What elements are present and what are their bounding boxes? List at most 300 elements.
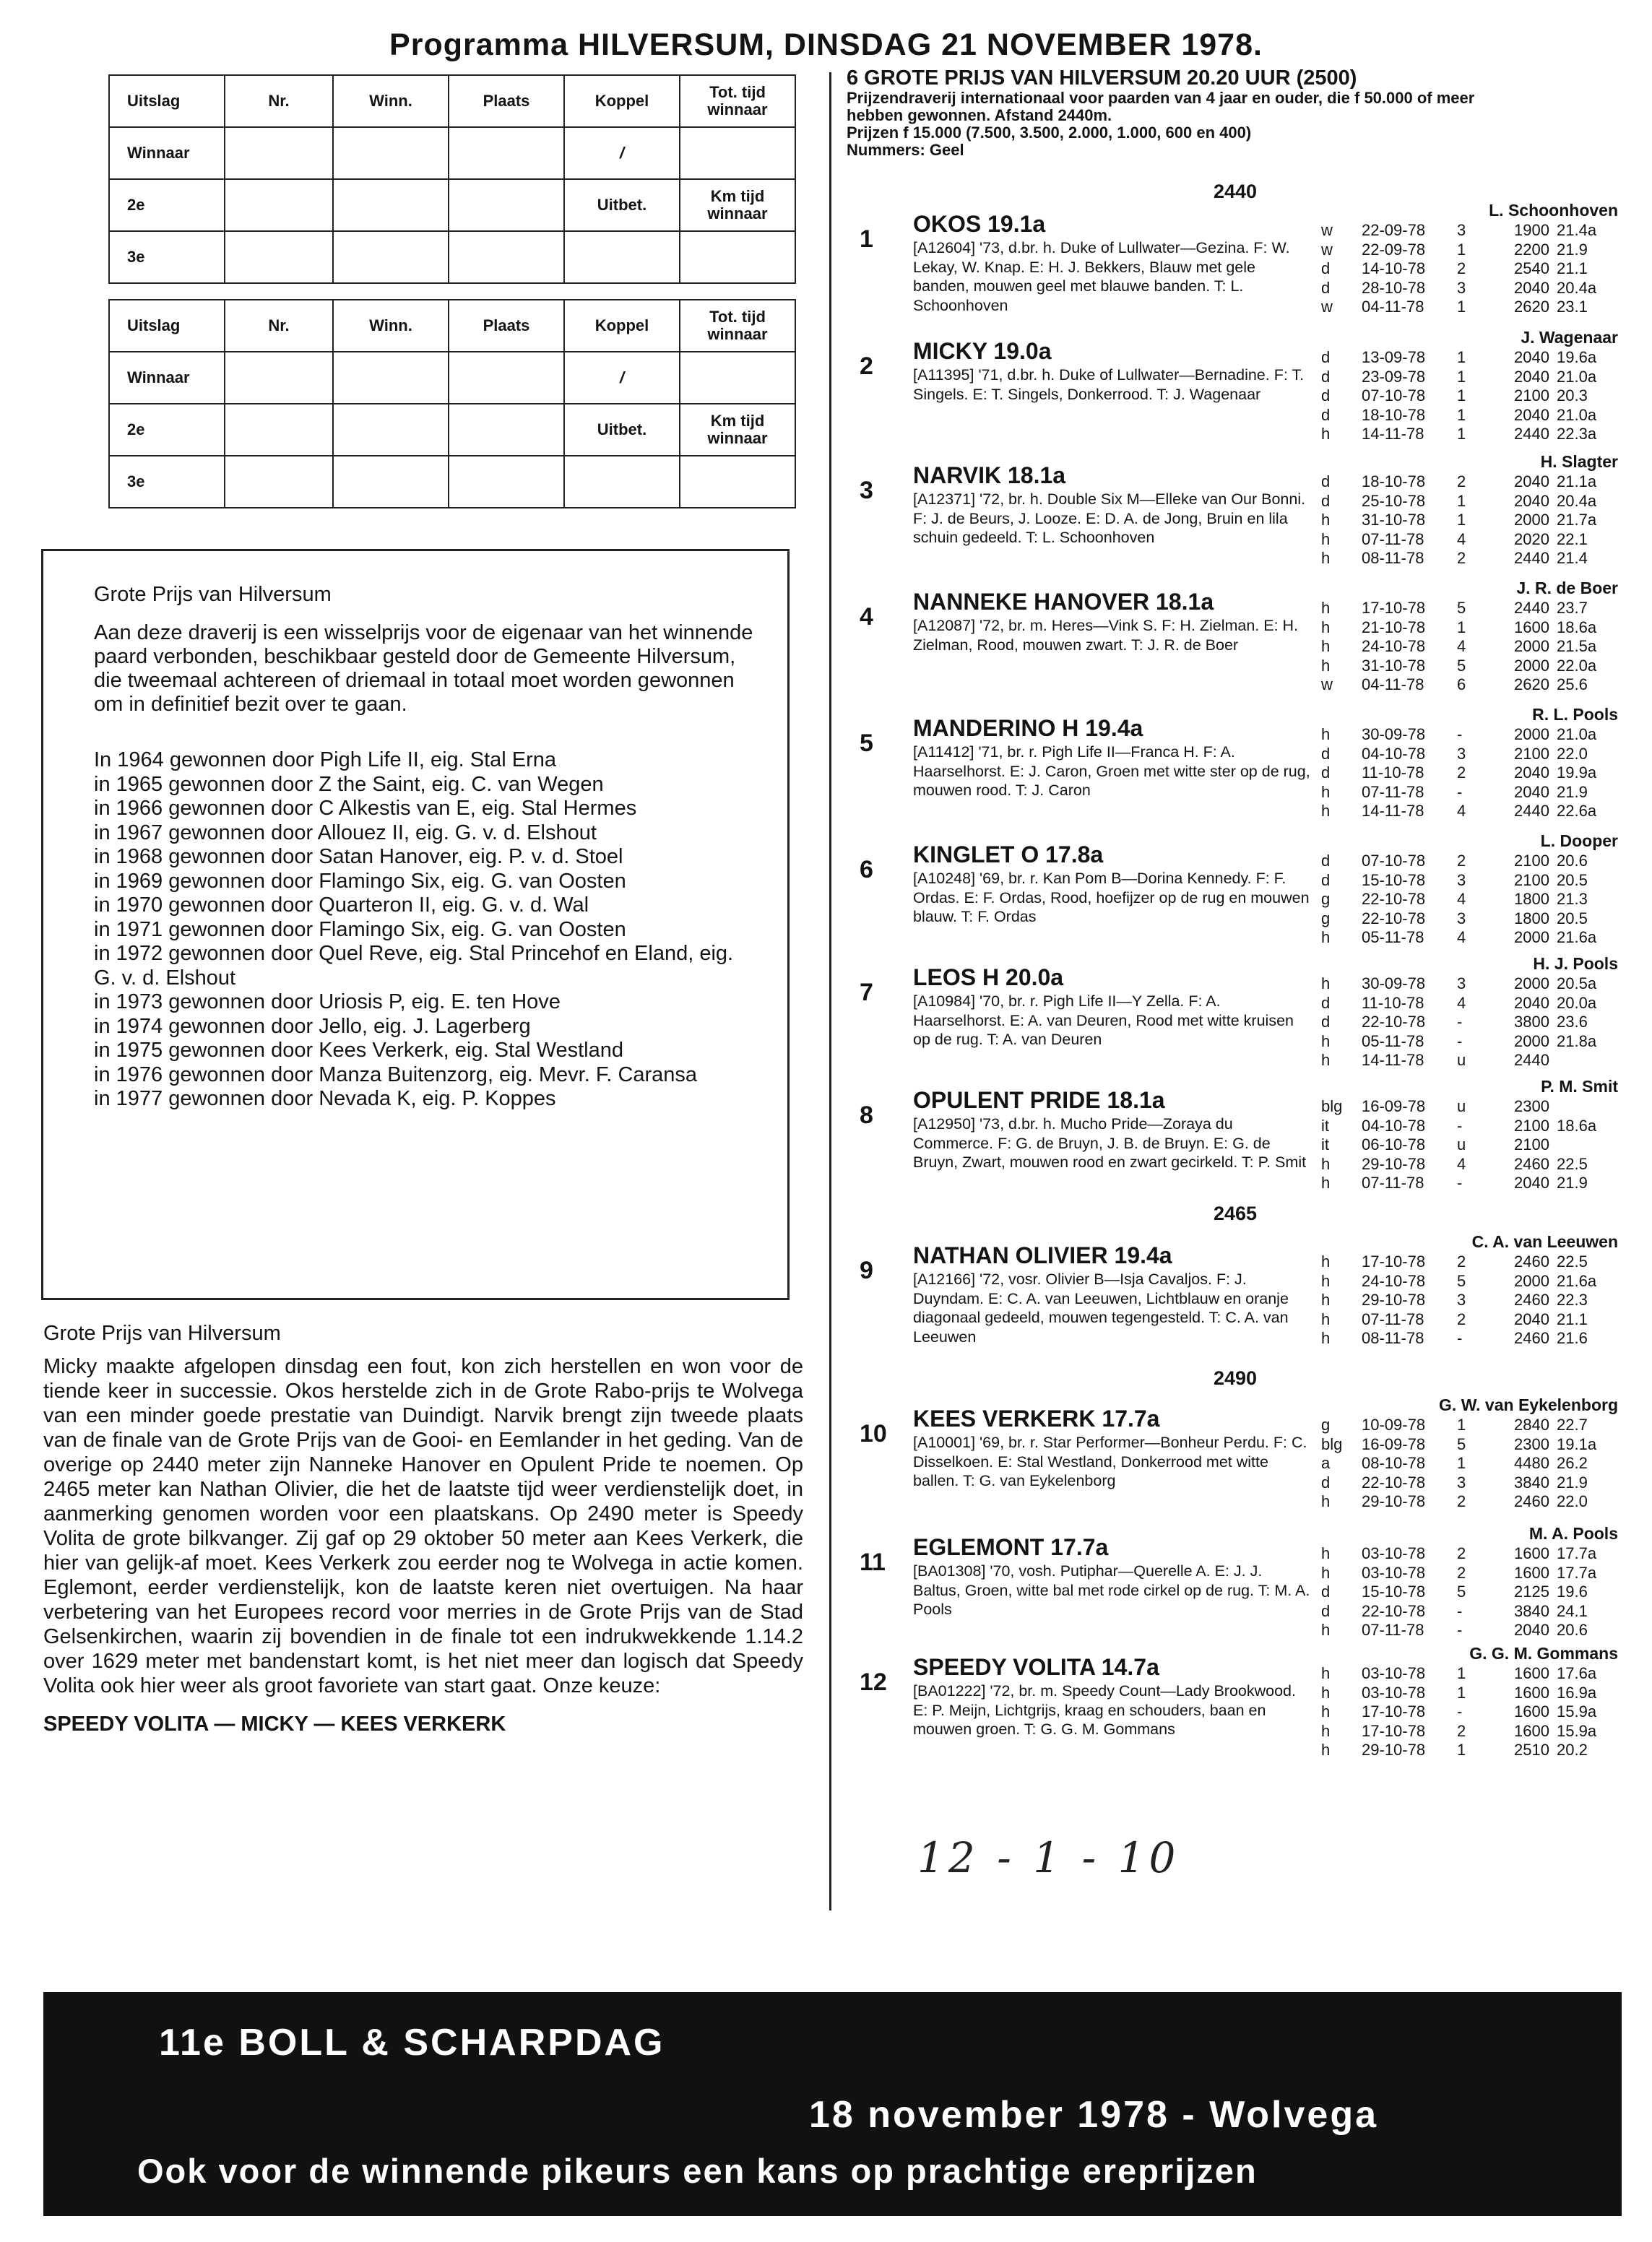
run-row — [1321, 1329, 1607, 1349]
run-distance: 2040 — [1514, 1621, 1549, 1639]
run-date: 22-10-78 — [1362, 1473, 1426, 1492]
run-time: 17.6a — [1557, 1664, 1597, 1682]
run-distance: 2040 — [1514, 491, 1549, 510]
history-line: In 1964 gewonnen door Pigh Life II, eig. Stal Erna — [94, 748, 557, 771]
run-distance: 1600 — [1514, 1563, 1549, 1582]
run-position: 2 — [1457, 1252, 1466, 1271]
run-row — [1321, 745, 1607, 764]
cell-blank — [333, 456, 449, 508]
run-row — [1321, 675, 1607, 695]
run-distance: 4480 — [1514, 1454, 1549, 1472]
run-position: 2 — [1457, 549, 1466, 567]
run-position: - — [1457, 1116, 1463, 1135]
run-track: h — [1321, 1271, 1331, 1290]
history-line: in 1966 gewonnen door C Alkestis van E, eig. Stal Hermes — [94, 797, 637, 820]
run-position: 5 — [1457, 1583, 1466, 1601]
horse-description: [A12087] '72, br. m. Heres—Vink S. F: H. Zielman. E: H. Zielman, Rood, mouwen zwart. T: J. R. de Boer — [913, 617, 1299, 654]
koppel-slash: / — [564, 127, 680, 179]
run-date: 08-10-78 — [1362, 1454, 1426, 1472]
run-time: 21.4 — [1557, 549, 1588, 567]
run-track: d — [1321, 259, 1331, 277]
run-row — [1321, 637, 1607, 657]
run-position: 3 — [1457, 744, 1466, 763]
header-plaats: Plaats — [449, 300, 564, 352]
run-time: 20.2 — [1557, 1741, 1588, 1759]
run-row — [1321, 348, 1607, 368]
run-position: 1 — [1457, 405, 1466, 424]
run-track: h — [1321, 1544, 1331, 1562]
run-position: 1 — [1457, 348, 1466, 366]
run-time: 20.6 — [1557, 852, 1588, 870]
run-time: 26.2 — [1557, 1454, 1588, 1472]
run-date: 29-10-78 — [1362, 1291, 1426, 1309]
run-distance: 2460 — [1514, 1252, 1549, 1271]
run-track: h — [1321, 1329, 1331, 1347]
run-track: h — [1321, 1702, 1331, 1721]
run-distance: 2040 — [1514, 367, 1549, 386]
cell-blank — [225, 127, 333, 179]
recent-runs-table — [1321, 1097, 1607, 1193]
run-distance: 2300 — [1514, 1434, 1549, 1453]
run-track: h — [1321, 928, 1331, 946]
run-time: 20.5a — [1557, 974, 1597, 992]
run-row — [1321, 890, 1607, 909]
horse-number: 1 — [860, 225, 873, 253]
horse-name: OKOS 19.1a — [913, 211, 1046, 237]
recent-runs-table — [1321, 1544, 1607, 1640]
run-time: 20.5 — [1557, 870, 1588, 889]
run-distance: 2040 — [1514, 348, 1549, 366]
run-date: 03-10-78 — [1362, 1544, 1426, 1562]
run-distance: 2100 — [1514, 870, 1549, 889]
run-time: 22.0a — [1557, 656, 1597, 675]
run-row — [1321, 802, 1607, 821]
run-date: 13-09-78 — [1362, 348, 1426, 366]
run-position: 5 — [1457, 1271, 1466, 1290]
run-row — [1321, 1174, 1607, 1193]
horse-description: [A10984] '70, br. r. Pigh Life II—Y Zella. F: A. Haarselhorst. E: A. van Deuren, Rood met witte kruisen op de rug. T: A. van Deuren — [913, 992, 1294, 1048]
run-position: - — [1457, 1702, 1463, 1721]
run-row — [1321, 1664, 1607, 1684]
run-track: w — [1321, 298, 1333, 316]
run-date: 30-09-78 — [1362, 725, 1426, 743]
run-time: 20.5 — [1557, 909, 1588, 927]
run-time: 22.0 — [1557, 744, 1588, 763]
run-distance: 2540 — [1514, 259, 1549, 277]
run-row — [1321, 549, 1607, 568]
run-distance: 2100 — [1514, 852, 1549, 870]
run-distance: 1600 — [1514, 1721, 1549, 1740]
horse-number: 8 — [860, 1101, 873, 1129]
run-position: 2 — [1457, 1563, 1466, 1582]
run-track: blg — [1321, 1097, 1343, 1115]
run-date: 11-10-78 — [1362, 993, 1424, 1012]
run-time: 20.4a — [1557, 491, 1597, 510]
run-distance: 2040 — [1514, 993, 1549, 1012]
race-desc-line: Prijzendraverij internationaal voor paarden van 4 jaar en ouder, die f 50.000 of meer — [847, 89, 1475, 107]
run-track: d — [1321, 744, 1331, 763]
run-distance: 2040 — [1514, 763, 1549, 782]
run-row — [1321, 1583, 1607, 1602]
horse-name: OPULENT PRIDE 18.1a — [913, 1087, 1165, 1113]
run-position: - — [1457, 782, 1463, 801]
run-distance: 2440 — [1514, 425, 1549, 443]
run-date: 31-10-78 — [1362, 656, 1426, 675]
history-title: Grote Prijs van Hilversum — [94, 583, 332, 606]
history-intro: Aan deze draverij is een wisselprijs voor de eigenaar van het winnende paard verbonden, beschikbaar gesteld door de Gemeente Hilversum, die tweemaal achtereen of driemaal in totaal moet worden gewonnen om in definitief bezit over te gaan. — [94, 621, 753, 716]
cell-blank — [225, 456, 333, 508]
row-label-winnaar: Winnaar — [109, 352, 225, 404]
run-distance: 2040 — [1514, 782, 1549, 801]
run-time: 21.9 — [1557, 782, 1588, 801]
run-position: 3 — [1457, 909, 1466, 927]
run-time: 21.1a — [1557, 472, 1597, 490]
run-row — [1321, 1564, 1607, 1583]
run-row — [1321, 1684, 1607, 1703]
run-row — [1321, 1416, 1607, 1435]
run-distance: 2100 — [1514, 1135, 1549, 1154]
run-position: - — [1457, 725, 1463, 743]
horse-description: [BA01308] '70, vosh. Putiphar—Querelle A. E: J. J. Baltus, Groen, witte bal met rode cirkel op de rug. T: M. A. Pools — [913, 1562, 1310, 1618]
run-track: h — [1321, 1031, 1331, 1050]
run-distance: 1900 — [1514, 221, 1549, 239]
cell-blank — [680, 127, 795, 179]
run-distance: 2100 — [1514, 744, 1549, 763]
recent-runs-table — [1321, 852, 1607, 948]
run-position: 5 — [1457, 656, 1466, 675]
history-line: in 1972 gewonnen door Quel Reve, eig. Stal Princehof en Eland, eig. G. v. d. Elshout — [94, 942, 734, 990]
run-distance: 1600 — [1514, 618, 1549, 636]
history-line: in 1975 gewonnen door Kees Verkerk, eig. Stal Westland — [94, 1039, 623, 1062]
horse-name: MANDERINO H 19.4a — [913, 715, 1143, 741]
run-distance: 2100 — [1514, 386, 1549, 404]
run-track: d — [1321, 993, 1331, 1012]
run-position: 3 — [1457, 1291, 1466, 1309]
run-date: 07-11-78 — [1362, 782, 1424, 801]
run-row — [1321, 279, 1607, 298]
run-date: 29-10-78 — [1362, 1154, 1426, 1173]
run-time: 22.7 — [1557, 1416, 1588, 1434]
analysis-heading: Grote Prijs van Hilversum — [43, 1322, 281, 1345]
run-position: 4 — [1457, 1154, 1466, 1173]
run-time: 15.9a — [1557, 1702, 1597, 1721]
horse-name: MICKY 19.0a — [913, 338, 1052, 364]
run-row — [1321, 1741, 1607, 1760]
page-title: Programma HILVERSUM, DINSDAG 21 NOVEMBER 1978. — [389, 27, 1263, 62]
run-track: it — [1321, 1135, 1329, 1154]
horse-name: LEOS H 20.0a — [913, 964, 1064, 990]
run-row — [1321, 1492, 1607, 1512]
run-position: 6 — [1457, 675, 1466, 693]
row-label-2e: 2e — [109, 404, 225, 456]
run-time: 25.6 — [1557, 675, 1588, 693]
horse-description: [A11395] '71, d.br. h. Duke of Lullwater—Bernadine. F: T. Singels. E: T. Singels, Donkerrood. T: J. Wagenaar — [913, 366, 1305, 403]
run-time: 21.0a — [1557, 367, 1597, 386]
run-row — [1321, 928, 1607, 948]
run-date: 16-09-78 — [1362, 1434, 1426, 1453]
run-position: 4 — [1457, 637, 1466, 655]
run-track: d — [1321, 491, 1331, 510]
run-date: 11-10-78 — [1362, 763, 1424, 782]
run-position: - — [1457, 1031, 1463, 1050]
run-date: 17-10-78 — [1362, 599, 1426, 617]
cell-blank — [333, 231, 449, 283]
horse-name: NANNEKE HANOVER 18.1a — [913, 589, 1214, 615]
run-time — [1557, 1097, 1607, 1117]
run-row — [1321, 1097, 1607, 1117]
run-date: 06-10-78 — [1362, 1135, 1426, 1154]
run-row — [1321, 1702, 1607, 1722]
run-track: w — [1321, 221, 1333, 239]
run-date: 18-10-78 — [1362, 472, 1426, 490]
run-date: 03-10-78 — [1362, 1683, 1426, 1702]
distance-label: 2440 — [1213, 181, 1258, 202]
run-row — [1321, 1310, 1607, 1330]
run-date: 22-09-78 — [1362, 240, 1426, 259]
banner-title: 11e BOLL & SCHARPDAG — [159, 2022, 665, 2064]
run-distance: 3800 — [1514, 1013, 1549, 1031]
run-date: 07-10-78 — [1362, 852, 1426, 870]
recent-runs-table — [1321, 348, 1607, 444]
run-position: 1 — [1457, 1664, 1466, 1682]
km-tijd-label: Km tijd winnaar — [680, 179, 795, 231]
run-position: 1 — [1457, 1741, 1466, 1759]
run-date: 17-10-78 — [1362, 1721, 1426, 1740]
run-track: d — [1321, 870, 1331, 889]
horse-description: [A10001] '69, br. r. Star Performer—Bonheur Perdu. F: C. Disselkoen. E: Stal Westland, Donkerrood met witte ballen. T: G. van Eykelenborg — [913, 1434, 1307, 1489]
run-position: 4 — [1457, 890, 1466, 908]
run-date: 14-11-78 — [1362, 802, 1424, 820]
run-row — [1321, 994, 1607, 1013]
run-track: h — [1321, 1291, 1331, 1309]
header-winn: Winn. — [333, 75, 449, 127]
run-row — [1321, 618, 1607, 638]
run-row — [1321, 1435, 1607, 1455]
run-row — [1321, 259, 1607, 279]
koppel-slash: / — [564, 352, 680, 404]
run-distance: 2440 — [1514, 549, 1549, 567]
run-time: 17.7a — [1557, 1563, 1597, 1582]
run-position: 1 — [1457, 1416, 1466, 1434]
run-distance: 2300 — [1514, 1097, 1549, 1115]
run-date: 03-10-78 — [1362, 1563, 1426, 1582]
run-track: g — [1321, 890, 1331, 908]
run-track: h — [1321, 802, 1331, 820]
cell-blank — [225, 231, 333, 283]
run-time — [1557, 1135, 1607, 1155]
run-track: d — [1321, 1013, 1331, 1031]
run-track: h — [1321, 511, 1331, 529]
run-position: 2 — [1457, 1492, 1466, 1510]
run-track: w — [1321, 675, 1333, 693]
distance-label: 2490 — [1213, 1367, 1258, 1389]
run-row — [1321, 599, 1607, 618]
run-track: it — [1321, 1116, 1329, 1135]
run-track: d — [1321, 278, 1331, 297]
analysis-pick: SPEEDY VOLITA — MICKY — KEES VERKERK — [43, 1713, 506, 1736]
recent-runs-table — [1321, 599, 1607, 695]
horse-name: KEES VERKERK 17.7a — [913, 1406, 1160, 1432]
run-row — [1321, 1155, 1607, 1174]
history-line: in 1976 gewonnen door Manza Buitenzorg, eig. Mevr. F. Caransa — [94, 1062, 698, 1086]
run-date: 22-10-78 — [1362, 1601, 1426, 1620]
run-row — [1321, 425, 1607, 444]
run-time: 23.6 — [1557, 1013, 1588, 1031]
run-date: 17-10-78 — [1362, 1702, 1426, 1721]
run-row — [1321, 1291, 1607, 1310]
run-date: 07-11-78 — [1362, 529, 1424, 548]
run-position: 4 — [1457, 529, 1466, 548]
race-desc-line: Prijzen f 15.000 (7.500, 3.500, 2.000, 1.000, 600 en 400) — [847, 124, 1252, 142]
run-date: 24-10-78 — [1362, 1271, 1426, 1290]
run-track: h — [1321, 1252, 1331, 1271]
uitbet-label: Uitbet. — [564, 179, 680, 231]
run-distance: 2100 — [1514, 1116, 1549, 1135]
horse-number: 6 — [860, 856, 873, 883]
run-time — [1557, 1051, 1607, 1070]
run-row — [1321, 221, 1607, 241]
run-date: 14-10-78 — [1362, 259, 1426, 277]
run-track: h — [1321, 1664, 1331, 1682]
run-track: h — [1321, 1721, 1331, 1740]
run-distance: 2125 — [1514, 1583, 1549, 1601]
run-time: 21.9 — [1557, 1473, 1588, 1492]
run-time: 21.0a — [1557, 725, 1597, 743]
horse-number: 12 — [860, 1668, 887, 1696]
horse-name: NATHAN OLIVIER 19.4a — [913, 1242, 1172, 1268]
run-position: 1 — [1457, 240, 1466, 259]
run-row — [1321, 1473, 1607, 1493]
run-time: 19.6 — [1557, 1583, 1588, 1601]
run-distance: 1600 — [1514, 1544, 1549, 1562]
horse-number: 10 — [860, 1420, 887, 1447]
run-date: 21-10-78 — [1362, 618, 1426, 636]
horse-name: EGLEMONT 17.7a — [913, 1534, 1109, 1560]
run-row — [1321, 386, 1607, 406]
header-tot-tijd: Tot. tijd winnaar — [680, 75, 795, 127]
horse-number: 4 — [860, 603, 873, 631]
run-date: 08-11-78 — [1362, 1329, 1424, 1347]
run-track: h — [1321, 1621, 1331, 1639]
result-table-1 — [108, 74, 796, 284]
run-row — [1321, 406, 1607, 425]
run-position: - — [1457, 1621, 1463, 1639]
horse-trainer: H. Slagter — [1540, 452, 1618, 471]
history-line: in 1977 gewonnen door Nevada K, eig. P. Koppes — [94, 1087, 556, 1110]
header-winn: Winn. — [333, 300, 449, 352]
header-koppel: Koppel — [564, 75, 680, 127]
run-track: h — [1321, 529, 1331, 548]
run-position: 1 — [1457, 618, 1466, 636]
race-desc-line: Nummers: Geel — [847, 141, 964, 159]
run-time: 19.9a — [1557, 763, 1597, 782]
run-date: 10-09-78 — [1362, 1416, 1426, 1434]
run-position: 1 — [1457, 386, 1466, 404]
cell-blank — [449, 352, 564, 404]
run-track: d — [1321, 763, 1331, 782]
run-date: 16-09-78 — [1362, 1097, 1426, 1115]
run-time: 21.6 — [1557, 1329, 1588, 1347]
run-distance: 2460 — [1514, 1492, 1549, 1510]
run-distance: 2040 — [1514, 1174, 1549, 1192]
run-distance: 2460 — [1514, 1291, 1549, 1309]
run-distance: 2440 — [1514, 599, 1549, 617]
run-distance: 2000 — [1514, 974, 1549, 992]
run-position: 2 — [1457, 763, 1466, 782]
cell-blank — [449, 456, 564, 508]
run-distance: 2000 — [1514, 928, 1549, 946]
run-date: 04-10-78 — [1362, 744, 1426, 763]
run-position: 1 — [1457, 491, 1466, 510]
cell-blank — [225, 404, 333, 456]
cell-blank — [333, 352, 449, 404]
banner-date: 18 november 1978 - Wolvega — [809, 2094, 1379, 2136]
run-position: 3 — [1457, 221, 1466, 239]
run-date: 07-11-78 — [1362, 1621, 1424, 1639]
run-track: d — [1321, 405, 1331, 424]
run-date: 24-10-78 — [1362, 637, 1426, 655]
cell-blank — [333, 179, 449, 231]
run-track: h — [1321, 599, 1331, 617]
run-position: 1 — [1457, 1683, 1466, 1702]
cell-blank — [449, 231, 564, 283]
recent-runs-table — [1321, 221, 1607, 317]
run-row — [1321, 241, 1607, 260]
run-distance: 1800 — [1514, 890, 1549, 908]
run-position: 2 — [1457, 852, 1466, 870]
recent-runs-table — [1321, 974, 1607, 1070]
run-row — [1321, 852, 1607, 871]
run-track: w — [1321, 240, 1333, 259]
run-row — [1321, 1135, 1607, 1155]
run-time: 22.1 — [1557, 529, 1588, 548]
history-line: in 1974 gewonnen door Jello, eig. J. Lagerberg — [94, 1014, 531, 1038]
run-date: 15-10-78 — [1362, 870, 1426, 889]
run-distance: 2040 — [1514, 472, 1549, 490]
cell-blank — [564, 456, 680, 508]
run-track: h — [1321, 1154, 1331, 1173]
run-position: 1 — [1457, 425, 1466, 443]
run-date: 22-10-78 — [1362, 909, 1426, 927]
uitbet-label: Uitbet. — [564, 404, 680, 456]
run-track: a — [1321, 1454, 1331, 1472]
run-time: 20.4a — [1557, 278, 1597, 297]
run-date: 08-11-78 — [1362, 549, 1424, 567]
run-track: d — [1321, 1473, 1331, 1492]
recent-runs-table — [1321, 472, 1607, 568]
run-row — [1321, 725, 1607, 745]
run-time: 20.0a — [1557, 993, 1597, 1012]
run-track: h — [1321, 782, 1331, 801]
run-distance: 2620 — [1514, 298, 1549, 316]
row-label-winnaar: Winnaar — [109, 127, 225, 179]
run-row — [1321, 783, 1607, 802]
run-distance: 2440 — [1514, 1051, 1549, 1069]
run-date: 05-11-78 — [1362, 1031, 1424, 1050]
run-time: 23.7 — [1557, 599, 1588, 617]
header-uitslag: Uitslag — [109, 300, 225, 352]
analysis-body: Micky maakte afgelopen dinsdag een fout, kon zich herstellen en won voor de tiende keer in successie. Okos herstelde zich in de Grote Rabo-prijs te Wolvega van een minder goede prestatie van Duindigt. Narvik brengt zijn tweede plaats van de finale van de Grote Prijs van de Gooi- en Eemlander in het geding. Van de overige op 2440 meter zijn Nanneke Hanover en Opulent Pride te noemen. Op 2465 meter kan Nathan Olivier, die het de laatste tijd weer verdienstelijk doet, in aanmerking genomen worden voor een plaatskans. Op 2490 meter is Speedy Volita de grote bilkvanger. Zij gaf op 29 oktober 50 meter aan Kees Verkerk, die hier van gelijk-af moet. Kees Verkerk zou eerder nog te Wolvega in actie komen. Eglemont, eerder verdienstelijk, kon de laatste keren niet overtuigen. Na haar verbetering van het Europees record voor merries in de Grote Prijs van de Stad Gelsenkirchen, waarin zij bovendien in de finale tot een indrukwekkende 1.14.2 over 1629 meter met bandenstart komt, is het niet meer dan logisch dat Speedy Volita ook hier weer als groot favoriete van start gaat. Onze keuze: — [43, 1355, 803, 1697]
run-track: g — [1321, 1416, 1331, 1434]
run-time: 16.9a — [1557, 1683, 1597, 1702]
horse-trainer: L. Schoonhoven — [1489, 201, 1618, 220]
run-distance: 2000 — [1514, 637, 1549, 655]
run-track: blg — [1321, 1434, 1343, 1453]
run-time: 20.3 — [1557, 386, 1588, 404]
run-date: 30-09-78 — [1362, 974, 1426, 992]
run-distance: 2000 — [1514, 725, 1549, 743]
header-koppel: Koppel — [564, 300, 680, 352]
